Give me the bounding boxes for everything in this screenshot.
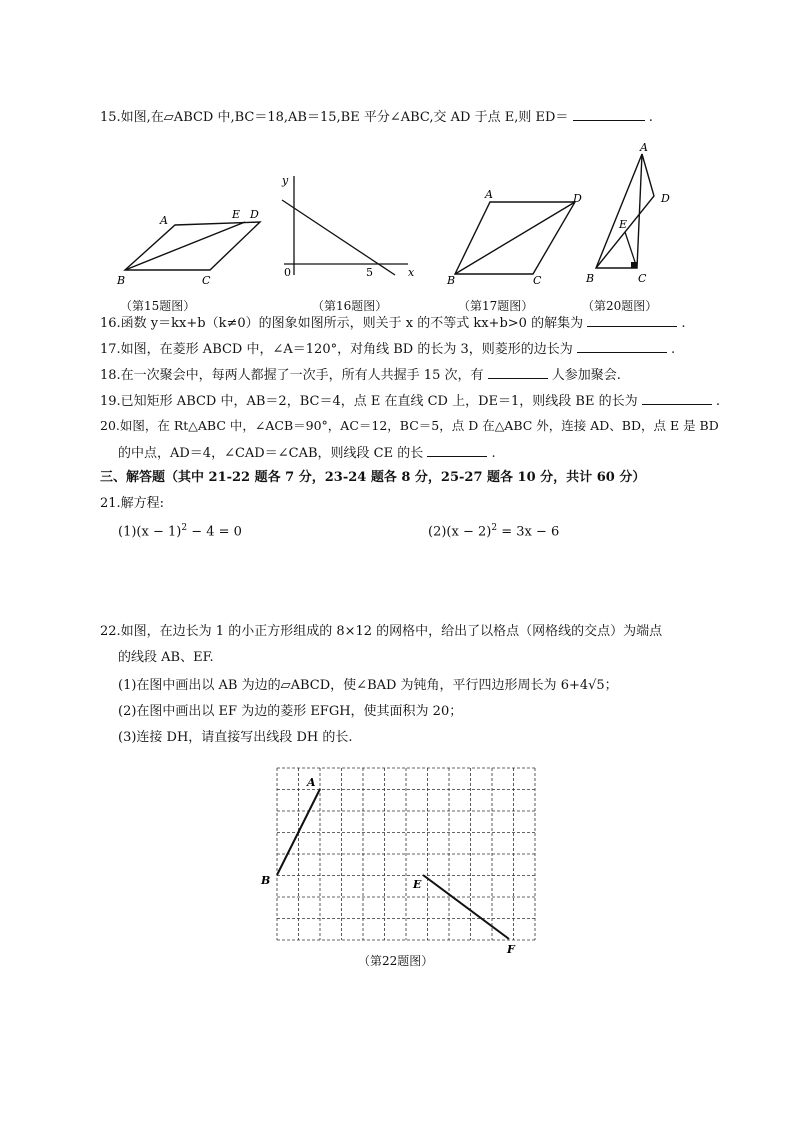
label-d: D xyxy=(250,208,259,221)
q20-answer-blank[interactable] xyxy=(427,442,487,457)
q17-end: . xyxy=(671,342,676,357)
triangle-abc xyxy=(596,154,642,268)
label-e: E xyxy=(619,218,628,231)
section-3-title: 三、解答题（其中 21-22 题各 7 分，23-24 题各 8 分，25-27 题各 10 分，共计 60 分） xyxy=(100,470,646,485)
question-22-sub3: (3)连接 DH，请直接写出线段 DH 的长. xyxy=(118,730,353,745)
label-a: A xyxy=(485,188,493,201)
q20-end: . xyxy=(491,446,496,461)
question-20-line1: 20.如图，在 Rt△ABC 中，∠ACB＝90°，AC＝12，BC＝5，点 D 在△ABC 外，连接 AD、BD，点 E 是 BD xyxy=(100,418,719,433)
q18-answer-blank[interactable] xyxy=(488,364,548,379)
segment-ef xyxy=(423,875,509,939)
label-x: x xyxy=(408,266,415,279)
right-angle-mark xyxy=(631,262,637,268)
question-22-line2: 的线段 AB、EF. xyxy=(118,650,214,665)
question-22-sub2: (2)在图中画出以 EF 为边的菱形 EFGH，使其面积为 20； xyxy=(118,704,463,719)
q15-end: . xyxy=(648,110,653,125)
figure-16 xyxy=(280,170,420,285)
q17-text: 17.如图，在菱形 ABCD 中，∠A＝120°，对角线 BD 的长为 3，则菱形的边长为 xyxy=(100,342,573,357)
question-22-sub1: (1)在图中画出以 AB 为边的▱ABCD，使∠BAD 为钝角，平行四边形周长为 6+4√5； xyxy=(118,678,618,693)
q16-text: 16.函数 y＝kx+b（k≠0）的图象如图所示，则关于 x 的不等式 kx+b>0 的解集为 xyxy=(100,316,584,331)
q21-p2-base: (2)(x − 2) xyxy=(428,524,492,540)
figure-20 xyxy=(580,140,680,290)
label-y: y xyxy=(282,174,289,187)
q19-end: . xyxy=(715,394,721,409)
question-21-part2 xyxy=(428,518,559,542)
grid-lines xyxy=(277,768,535,940)
segment-be xyxy=(125,222,245,270)
question-17 xyxy=(100,338,675,360)
q18-end: 人参加聚会. xyxy=(551,368,621,383)
q21-p1-exp: 2 xyxy=(181,523,188,533)
q15-text: 15.如图,在▱ABCD 中,BC＝18,AB＝15,BE 平分∠ABC,交 AD 于点 E,则 ED＝ xyxy=(100,110,569,125)
figure-20-caption: （第20题图） xyxy=(582,299,658,313)
figure-22-grid[interactable] xyxy=(255,760,530,960)
figure-15 xyxy=(110,200,270,290)
q21-p2-rest: = 3x − 6 xyxy=(497,524,560,540)
q20-text: 的中点，AD＝4，∠CAD＝∠CAB，则线段 CE 的长 xyxy=(118,446,424,461)
label-b: B xyxy=(261,874,271,887)
question-19 xyxy=(100,390,720,412)
label-c: C xyxy=(533,274,542,287)
q21-p1-base: (1)(x − 1) xyxy=(118,524,182,540)
label-e: E xyxy=(413,878,422,891)
figure-16-caption: （第16题图） xyxy=(312,299,388,313)
q16-answer-blank[interactable] xyxy=(587,312,677,327)
label-e: E xyxy=(232,208,241,221)
label-c: C xyxy=(202,274,211,287)
label-origin: 0 xyxy=(284,266,291,279)
label-b: B xyxy=(117,274,126,287)
label-a: A xyxy=(307,776,316,789)
question-20-line2 xyxy=(118,442,496,464)
segments-ad-db xyxy=(596,154,654,268)
q18-text: 18.在一次聚会中，每两人都握了一次手，所有人共握手 15 次，有 xyxy=(100,368,484,383)
q17-answer-blank[interactable] xyxy=(577,338,667,353)
figure-22-caption: （第22题图） xyxy=(358,954,434,968)
q15-answer-blank[interactable] xyxy=(573,106,645,121)
label-5: 5 xyxy=(366,266,373,279)
label-b: B xyxy=(586,272,595,285)
label-a: A xyxy=(640,141,648,154)
figure-15-caption: （第15题图） xyxy=(120,299,196,313)
question-16 xyxy=(100,312,686,334)
label-d: D xyxy=(573,192,582,205)
figure-17 xyxy=(445,190,585,290)
question-21-title: 21.解方程: xyxy=(100,496,165,511)
question-18 xyxy=(100,364,621,386)
q21-p1-rest: − 4 = 0 xyxy=(187,524,242,540)
label-c: C xyxy=(638,272,647,285)
label-f: F xyxy=(507,943,515,956)
q19-answer-blank[interactable] xyxy=(642,390,712,405)
q16-end: . xyxy=(681,316,686,331)
q19-text: 19.已知矩形 ABCD 中，AB＝2，BC＝4，点 E 在直线 CD 上，DE＝1，则线段 BE 的长为 xyxy=(100,394,638,409)
figure-17-caption: （第17题图） xyxy=(458,299,534,313)
question-21-part1 xyxy=(118,518,242,542)
question-22-line1: 22.如图，在边长为 1 的小正方形组成的 8×12 的网格中，给出了以格点（网格线的交点）为端点 xyxy=(100,624,663,639)
label-b: B xyxy=(447,274,456,287)
label-a: A xyxy=(160,214,168,227)
segment-ab xyxy=(277,789,320,875)
label-d: D xyxy=(661,192,670,205)
q21-p2-exp: 2 xyxy=(491,523,498,533)
parallelogram-abcd xyxy=(125,222,260,270)
question-15 xyxy=(100,106,653,128)
